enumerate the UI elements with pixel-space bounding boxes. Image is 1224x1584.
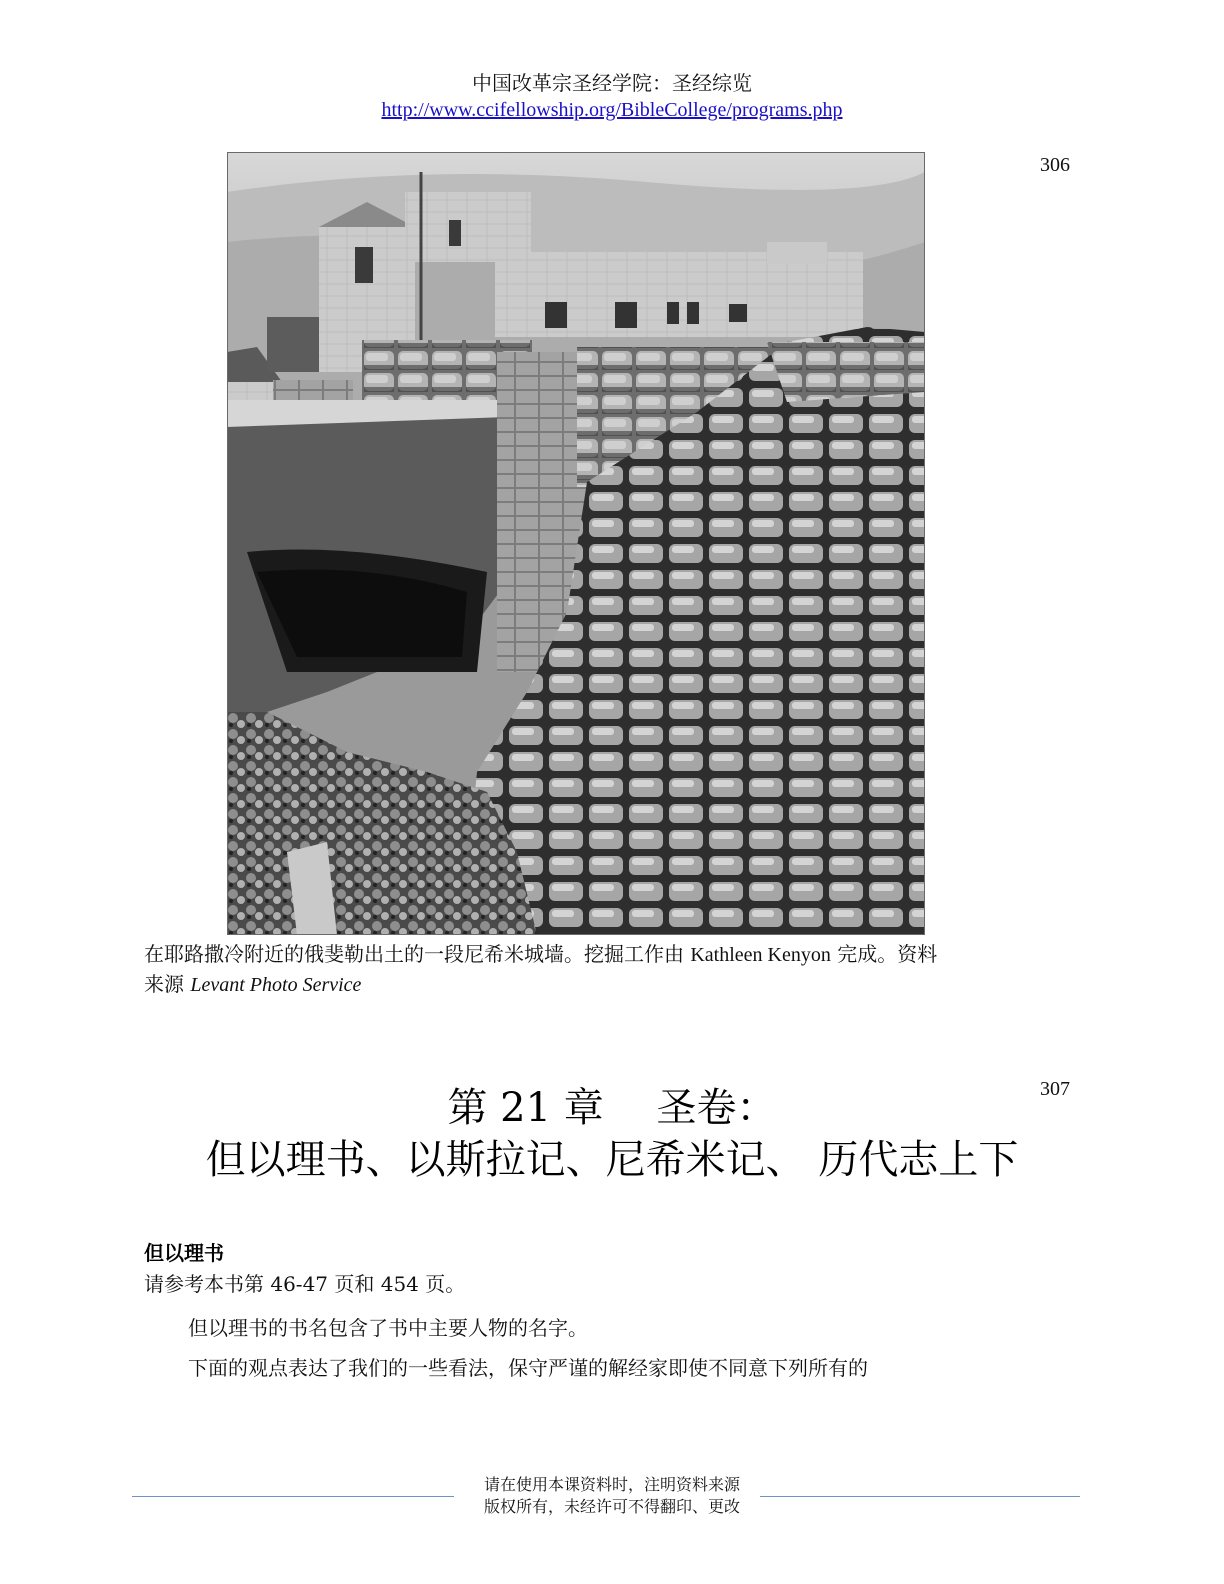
section-heading: 但以理书 [144, 1241, 224, 1265]
page-number-middle: 307 [1040, 1078, 1070, 1100]
caption-text-end: 完成。资料 [830, 942, 938, 966]
header-link[interactable]: http://www.ccifellowship.org/BibleCollege/programs.php [381, 99, 843, 121]
reference-line: 请参考本书第 46-47 页和 454 页。 [144, 1272, 466, 1296]
excavation-photo [227, 152, 925, 935]
chapter-subtitle: 但以理书、以斯拉记、尼希米记、 历代志上下 [205, 1137, 1019, 1183]
caption-excavator-name: Kathleen Kenyon [690, 944, 831, 966]
caption-source: Levant Photo Service [190, 974, 362, 996]
page-number-top: 306 [1040, 154, 1070, 176]
photo-caption [144, 940, 1014, 1000]
header-title: 中国改革宗圣经学院：圣经综览 [472, 71, 752, 95]
paragraph-2: 下面的观点表达了我们的一些看法，保守严谨的解经家即使不同意下列所有的 [188, 1356, 868, 1380]
caption-source-prefix: 来源 [144, 972, 191, 996]
paragraph-1: 但以理书的书名包含了书中主要人物的名字。 [188, 1316, 588, 1340]
footer-line-2: 版权所有，未经许可不得翻印、更改 [483, 1497, 740, 1516]
caption-text: 在耶路撒冷附近的俄斐勒出土的一段尼希米城墙。挖掘工作由 [144, 942, 691, 966]
chapter-title: 第 21 章 圣卷： [447, 1085, 777, 1131]
footer-line-1: 请在使用本课资料时，注明资料来源 [483, 1475, 740, 1494]
